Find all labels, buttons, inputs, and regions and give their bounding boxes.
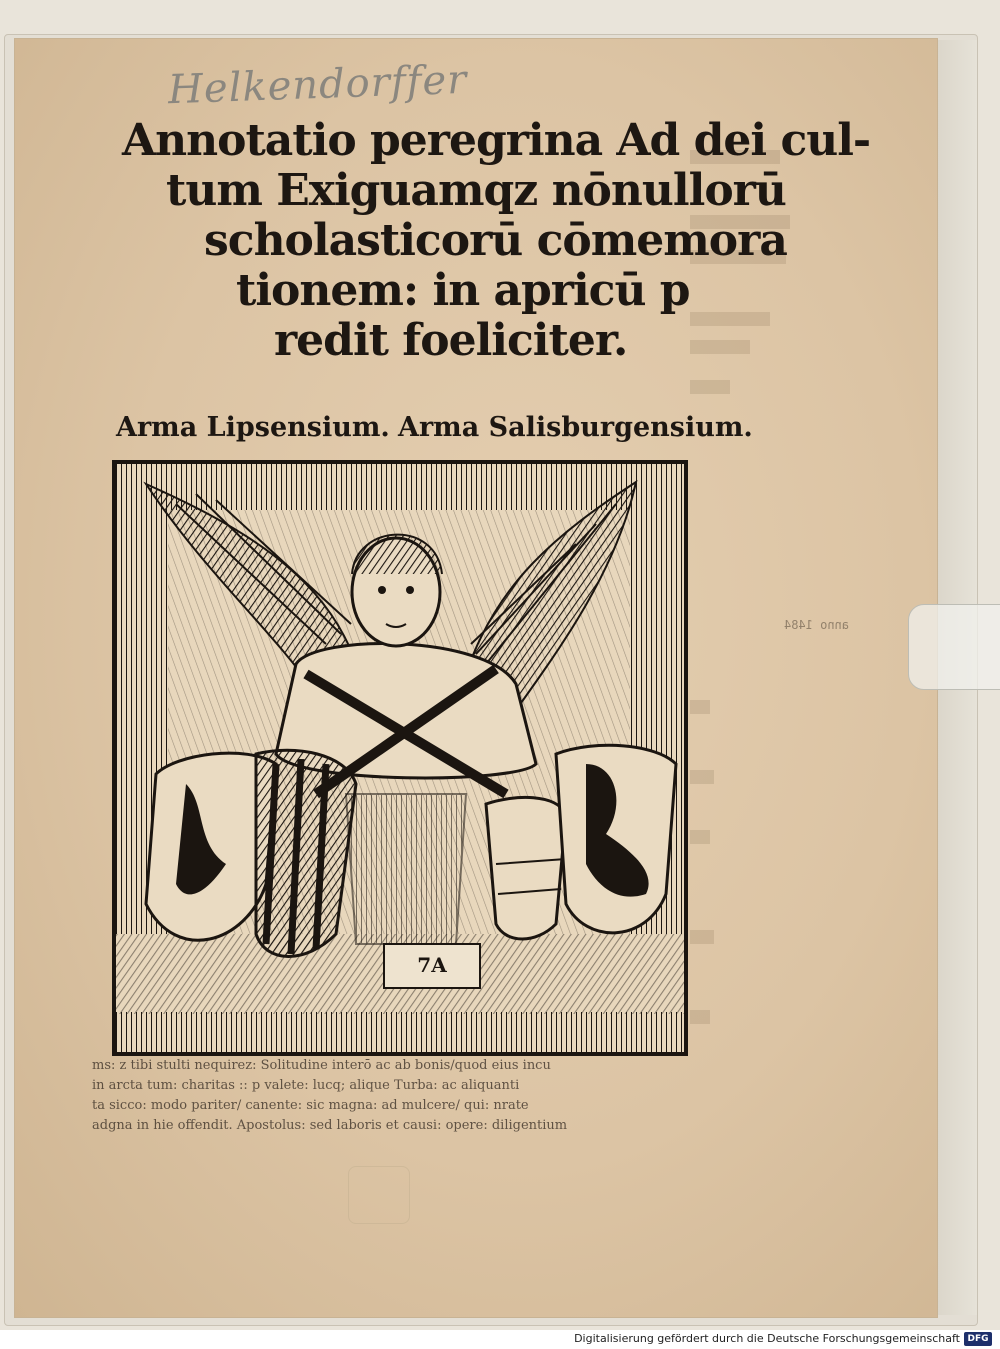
title-block: [118, 115, 871, 366]
footer-credit: Digitalisierung gefördert durch die Deutsche Forschungsgemeinschaft: [574, 1332, 960, 1345]
text-line: ms: z tibi stulti nequirez: Solitudine interō ac ab bonis/quod eius incu: [92, 1058, 551, 1073]
woodcut-illustration: [112, 460, 688, 1056]
dfg-logo: DFG: [964, 1332, 992, 1346]
woodcut-drawing: [116, 464, 684, 1052]
bottom-text: [92, 1056, 704, 1136]
title-line: tionem: in apricū p: [236, 265, 690, 316]
woodcut-label: 7A: [417, 953, 447, 977]
title-line: scholasticorū cōmemora: [204, 215, 787, 266]
handwritten-note: Helkendorffer: [167, 56, 468, 114]
text-line: adgna in hie offendit. Apostolus: sed laboris et causi: opere: diligentium: [92, 1118, 568, 1133]
title-line: redit foeliciter.: [274, 315, 628, 366]
page-clip: [908, 604, 1000, 690]
text-line: ta sicco: modo pariter/ canente: sic magna: ad mulcere/ qui: nrate: [92, 1098, 529, 1113]
library-stamp: [348, 1166, 410, 1224]
arms-label-right: Arma Salisburgensium.: [398, 412, 753, 443]
footer-bar: [0, 1330, 1000, 1349]
title-line: tum Exiguamqz nōnullorū: [166, 165, 786, 216]
arms-label-left: Arma Lipsensium.: [116, 412, 390, 443]
side-note: anno 1484: [784, 618, 850, 632]
text-line: in arcta tum: charitas :: p valete: lucq; alique Turba: ac aliquanti: [92, 1078, 520, 1093]
title-line: Annotatio peregrina Ad dei cul-: [122, 115, 871, 166]
